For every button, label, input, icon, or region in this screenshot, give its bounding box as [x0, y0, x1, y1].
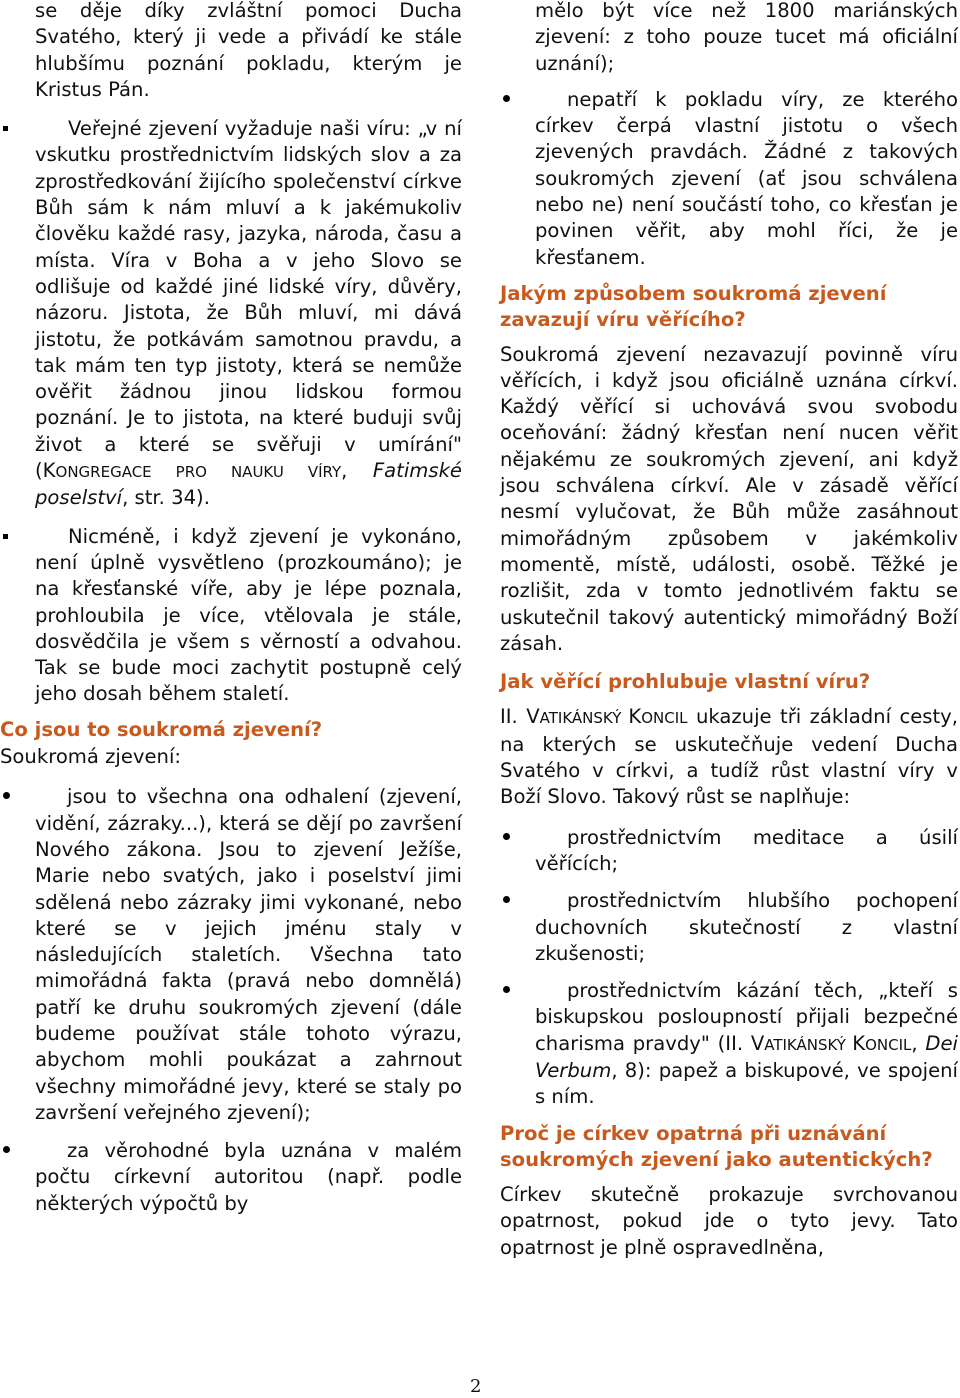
bullet-dot-icon [503, 833, 510, 840]
square-bullet-item [0, 524, 462, 708]
paragraph: Soukromá zjevení nezavazují povinně víru věřících, i když jsou oficiálně uznána církví. Každý věřící si uchovává svou svobodu oceňování: žádný křesťan není nucen věřit nějakému ze soukromých zjevení, ani když jsou schválena církví. Ale v zásadě věřící nesmí vylučovat, že Bůh může zasáhnout mimořádným způsobem v jakémkoliv momentě, místě, události, osobě. Těžké je rozlišit, zda v tomto jednotlivém faktu se uskutečnil takový autentický mimořádný Boží zásah. [500, 342, 958, 655]
left-column [0, 0, 462, 1217]
source-small-caps: KONGREGACE PRO NAUKU VÍRY [42, 459, 342, 483]
section-heading: Jakým způsobem soukromá zjevení zavazují víru věřícího? [500, 281, 887, 332]
intro-paragraph-tail: se děje díky zvláštní pomoci Ducha Svatého, který ji vede a přivádí ke stále hlubšímu poznání pokladu, kterým je Kristus Pán. [35, 0, 462, 101]
bullet-dot-icon [3, 1146, 10, 1153]
section-heading: Co jsou to soukromá zjevení? [0, 717, 323, 741]
source-title: Dei Verbum [535, 1031, 958, 1082]
bullet-text: Veřejné zjevení vyžaduje naši víru: „v ní vskutku prostřednictvím lidských slov a za zprostředkování žijícího společenství církve Bůh sám k nám mluví a k jakémukoliv člověku každé rasy, jazyka, národa, času a místa. Víra v Boha a v jeho Slovo se odlišuje od každé jiné lidské víry, důvěry, názoru. Jistota, že Bůh mluví, mi dává jistotu, že potkávám samotnou pravdu, a tak mám ten typ jistoty, která se nemůže ověřit žádnou jinou lidskou formou poznání. Je to jistota, na které buduji svůj život a které se svěřuji v umírání" ( [35, 117, 462, 483]
round-bullet-item [500, 87, 958, 271]
list-item-continuation: mělo být více než 1800 mariánských zjevení: z toho pouze tucet má oficiální uznání); [535, 0, 958, 75]
source-title: Fatimské poselství [35, 459, 462, 510]
bullet-dot-icon [503, 896, 510, 903]
square-bullet-icon [3, 534, 8, 539]
bullet-dot-icon [503, 986, 510, 993]
round-bullet-item [500, 825, 958, 878]
square-bullet-item: Veřejné zjevení vyžaduje naši víru: „v ní vskutku prostřednictvím lidských slov a za zprostředkování žijícího společenství církve Bůh sám k nám mluví a k jakémukoliv člověku každé rasy, jazyka, národa, času a místa. Víra v Boha a v jeho Slovo se odlišuje od každé jiné lidské víry, důvěry, názoru. Jistota, že Bůh mluví, mi dává jistotu, že potkávám samotnou pravdu, a tak mám ten typ jistoty, která se nemůže ověřit žádnou jinou lidskou formou poznání. Je to jistota, na které buduji svůj život a které se svěřuji v umírání" (KONGREGACE PRO NAUKU VÍRY, Fatimské poselství, str. 34). [0, 116, 462, 511]
round-bullet-item [0, 784, 462, 1126]
round-bullet-item [500, 888, 958, 967]
section-heading: Proč je církev opatrná při uznávání soukromých zjevení jako autentických? [500, 1121, 933, 1171]
round-bullet-item [0, 1138, 462, 1217]
bullet-text: prostřednictvím meditace a úsilí věřících; [535, 825, 958, 875]
bullet-text: prostřednictvím kázání těch, „kteří s biskupskou posloupností přijali bezpečné charisma pravdy" (II. [535, 979, 958, 1055]
paragraph: Církev skutečně prokazuje svrchovanou opatrnost, pokud jde o tyto jevy. Tato opatrnost je plně ospravedlněna, [500, 1183, 958, 1259]
bullet-text: za věrohodné byla uznána v malém počtu církevní autoritou (např. podle některých výpočtů by [35, 1139, 462, 1215]
bullet-text: Nicméně, i když zjevení je vykonáno, není úplně vysvětleno (prozkoumáno); je na křesťanské víře, aby je lépe poznala, prohloubila je více, vtělovala je stále, dosvědčila je všem s věrností a odvahou. Tak se bude moci zachytit postupně celý jeho dosah během staletí. [35, 524, 462, 706]
page-number: 2 [470, 1376, 482, 1397]
paragraph: II. VATIKÁNSKÝ KONCIL ukazuje tři základní cesty, na kterých se uskutečňuje vedení Ducha Svatého v církvi, a tudíž růst vlastní víry v Boží Slovo. Takový růst se naplňuje: [500, 705, 958, 809]
bullet-dot-icon [503, 95, 510, 102]
square-bullet-icon [3, 126, 8, 131]
bullet-text: jsou to všechna ona odhalení (zjevení, vidění, zázraky...), která se dějí po završení Nového zákona. Jsou to zjevení Ježíše, Marie nebo svatých, jako i poselství jimi sdělená nebo zázraky jimi vykonané, nebo které se v jejich jménu staly v následujících staletích. Všechna tato mimořádná fakta (pravá nebo domnělá) patří ke druhu soukromých zjevení (dále budeme používat stále tohoto výrazu, abychom mohli poukázat a zahrnout všechny mimořádné jevy, které se staly po završení veřejného zjevení); [35, 785, 462, 1124]
bullet-dot-icon [3, 792, 10, 799]
section-heading: Jak věřící prohlubuje vlastní víru? [500, 670, 871, 694]
bullet-text: nepatří k pokladu víry, ze kterého církev čerpá vlastní jistotu o všech zjevených pravdách. Žádné z takových soukromých zjevení (ať jsou schválena nebo ne) není součástí toho, co křesťan je povinen věřit, aby mohl říci, že je křesťanem. [535, 87, 958, 269]
round-bullet-item: prostřednictvím kázání těch, „kteří s biskupskou posloupností přijali bezpečné charisma pravdy" (II. VATIKÁNSKÝ KONCIL, Dei Verbum, 8): papež a biskupové, ve spojení s ním. [500, 978, 958, 1110]
right-column [500, 0, 958, 1261]
subheading: Soukromá zjevení: [0, 745, 182, 769]
bullet-text: prostřednictvím hlubšího pochopení duchovních skutečností z vlastní zkušenosti; [535, 889, 958, 965]
